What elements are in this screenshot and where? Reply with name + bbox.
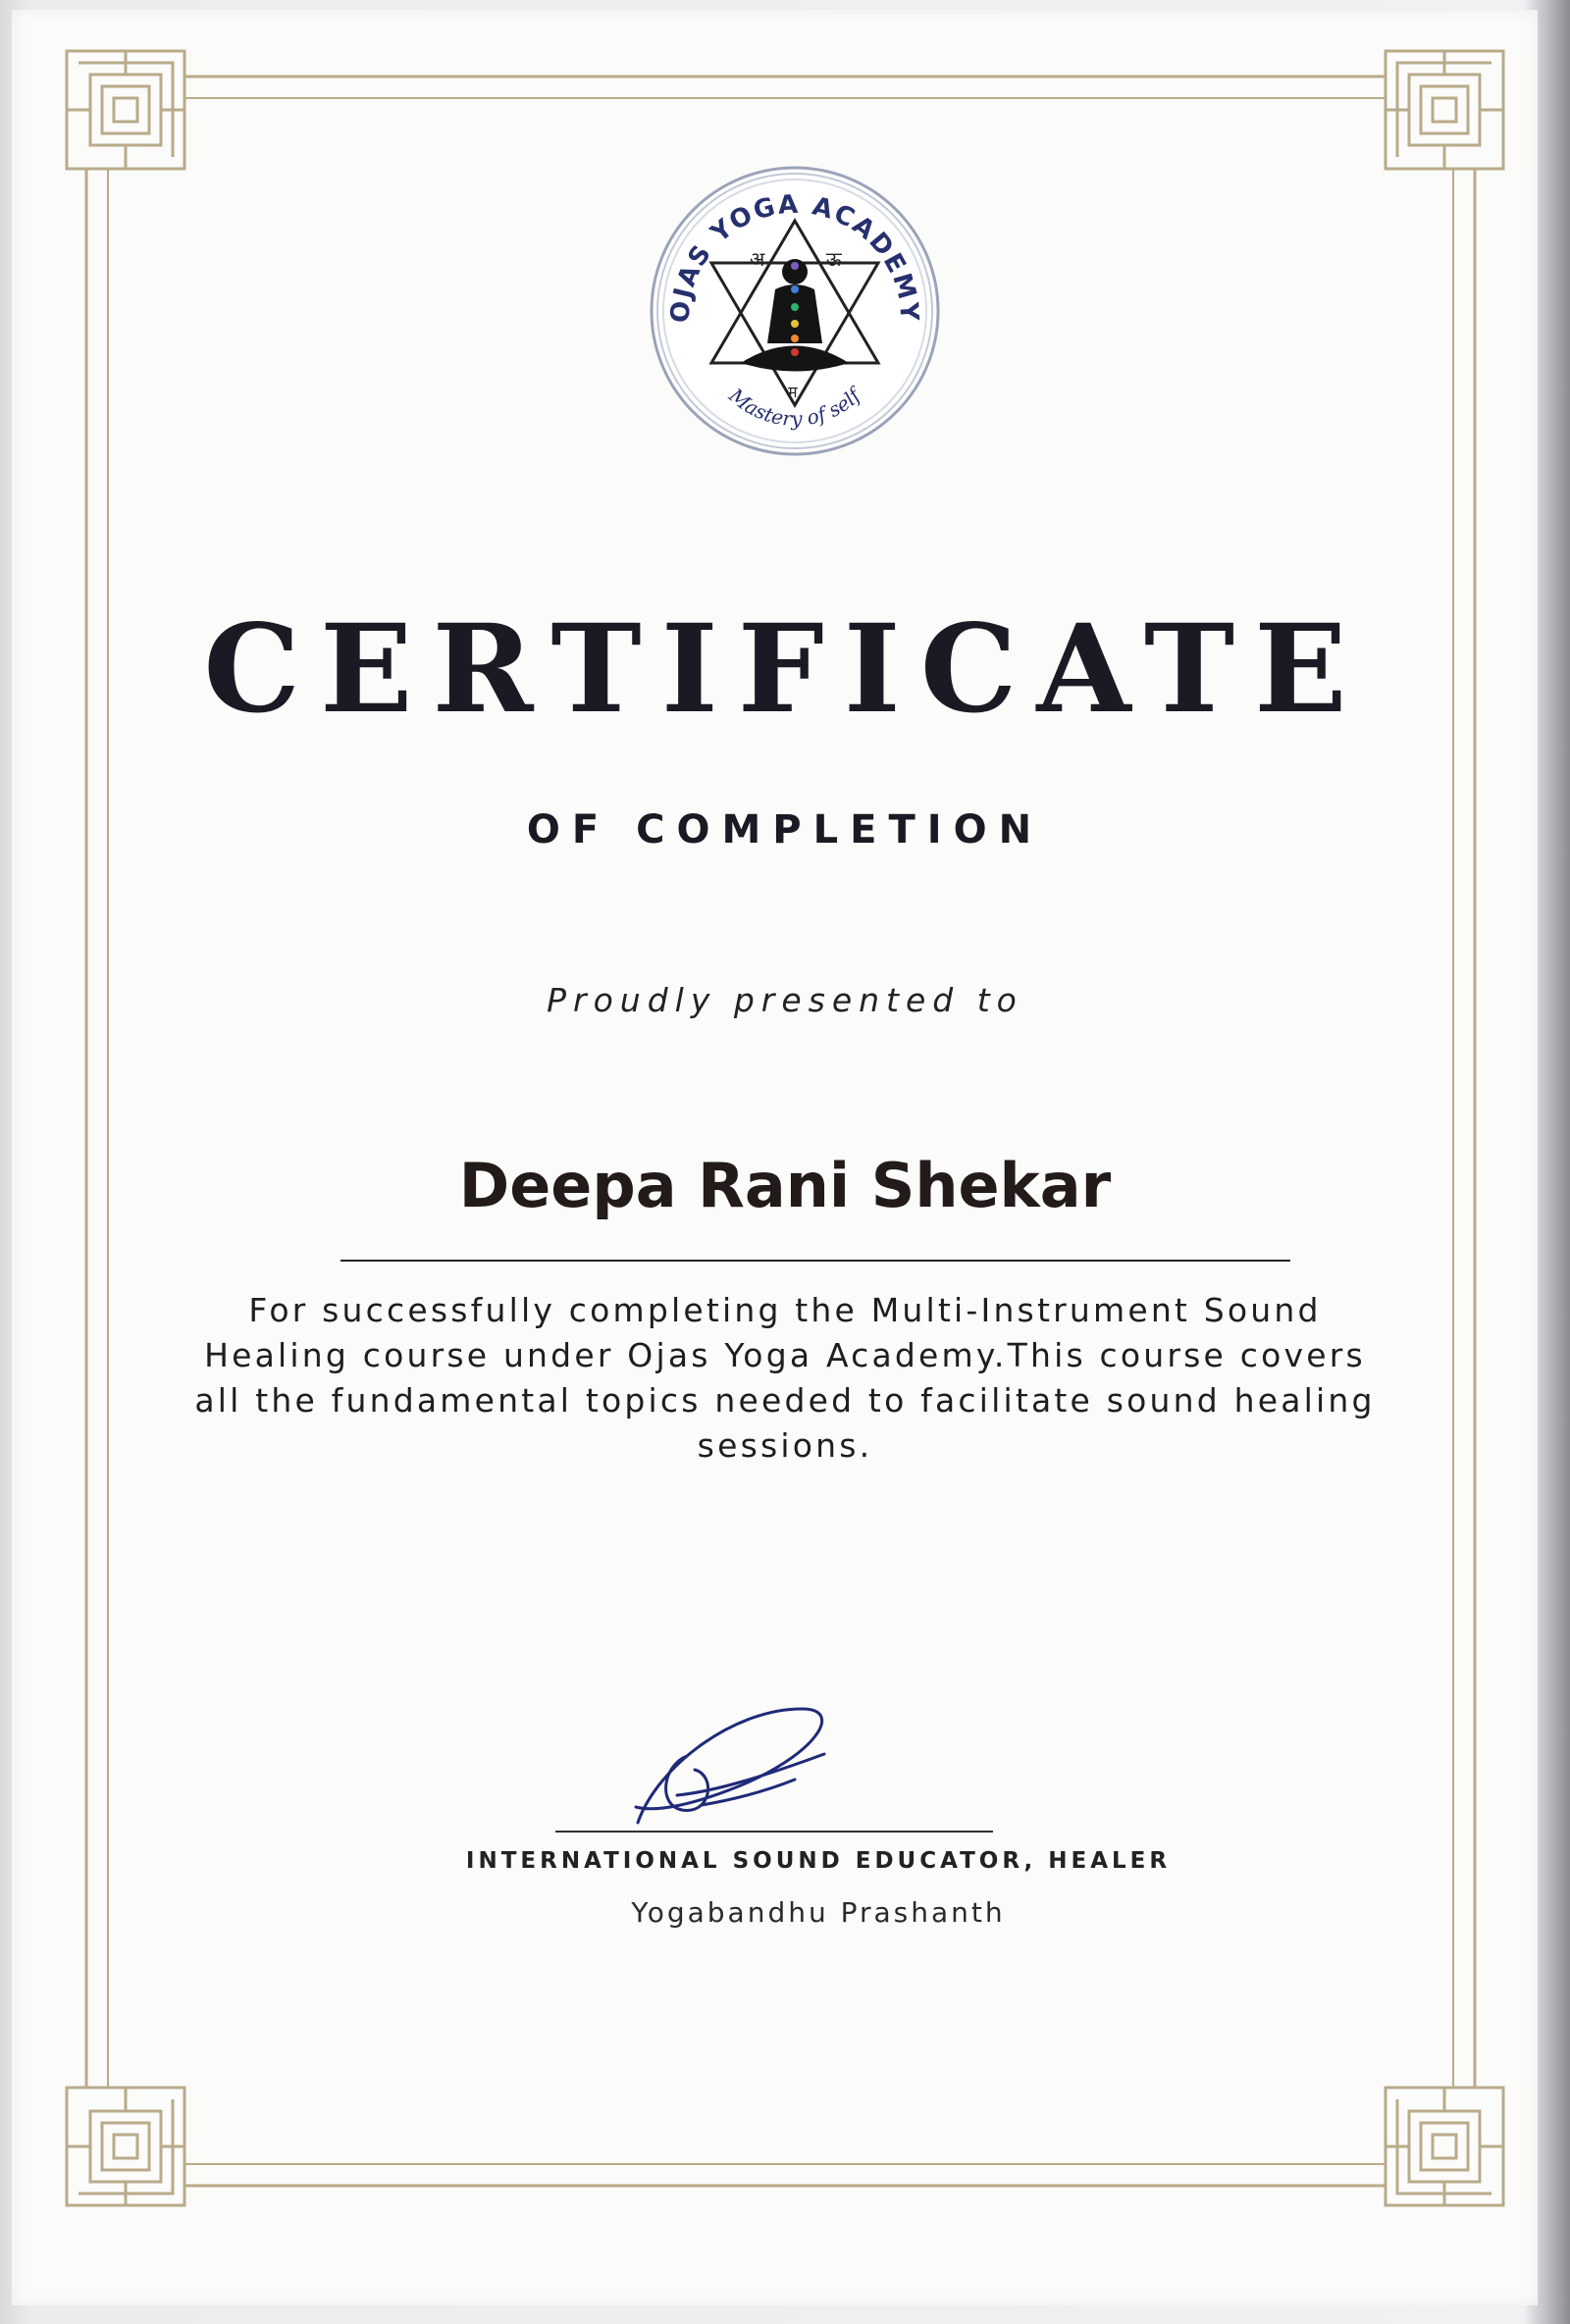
logo-arc-top-text: OJAS YOGA ACADEMY xyxy=(665,189,924,324)
signer-title: INTERNATIONAL SOUND EDUCATOR, HEALER xyxy=(465,1848,1172,1874)
signer-name: Yogabandhu Prashanth xyxy=(631,1896,1006,1929)
signature-line xyxy=(555,1831,993,1833)
corner-fret-ornament-top-left xyxy=(67,51,184,169)
corner-fret-ornament-top-right xyxy=(1386,51,1503,169)
academy-logo-seal xyxy=(648,162,942,461)
handwritten-signature xyxy=(618,1697,854,1834)
certificate-subtitle: OF COMPLETION xyxy=(526,807,1044,852)
logo-glyph-bottom: म xyxy=(788,383,798,401)
certificate-description: For successfully completing the Multi-Instrument Sound Healing course under Ojas Yoga Academy.This course covers all the fundamental topics needed to facilitate sound healing sessions. xyxy=(194,1291,1376,1465)
recipient-name: Deepa Rani Shekar xyxy=(458,1150,1112,1221)
logo-glyph-right: ऊ xyxy=(826,247,842,271)
corner-fret-ornament-bottom-left xyxy=(67,2088,184,2205)
logo-glyph-left: अ xyxy=(750,247,765,271)
certificate-title: CERTIFICATE xyxy=(203,598,1367,741)
corner-fret-ornament-bottom-right xyxy=(1386,2088,1503,2205)
presented-to-label: Proudly presented to xyxy=(547,981,1023,1019)
logo-arc-bottom-text: Mastery of self xyxy=(724,383,865,431)
recipient-underline xyxy=(340,1260,1290,1262)
